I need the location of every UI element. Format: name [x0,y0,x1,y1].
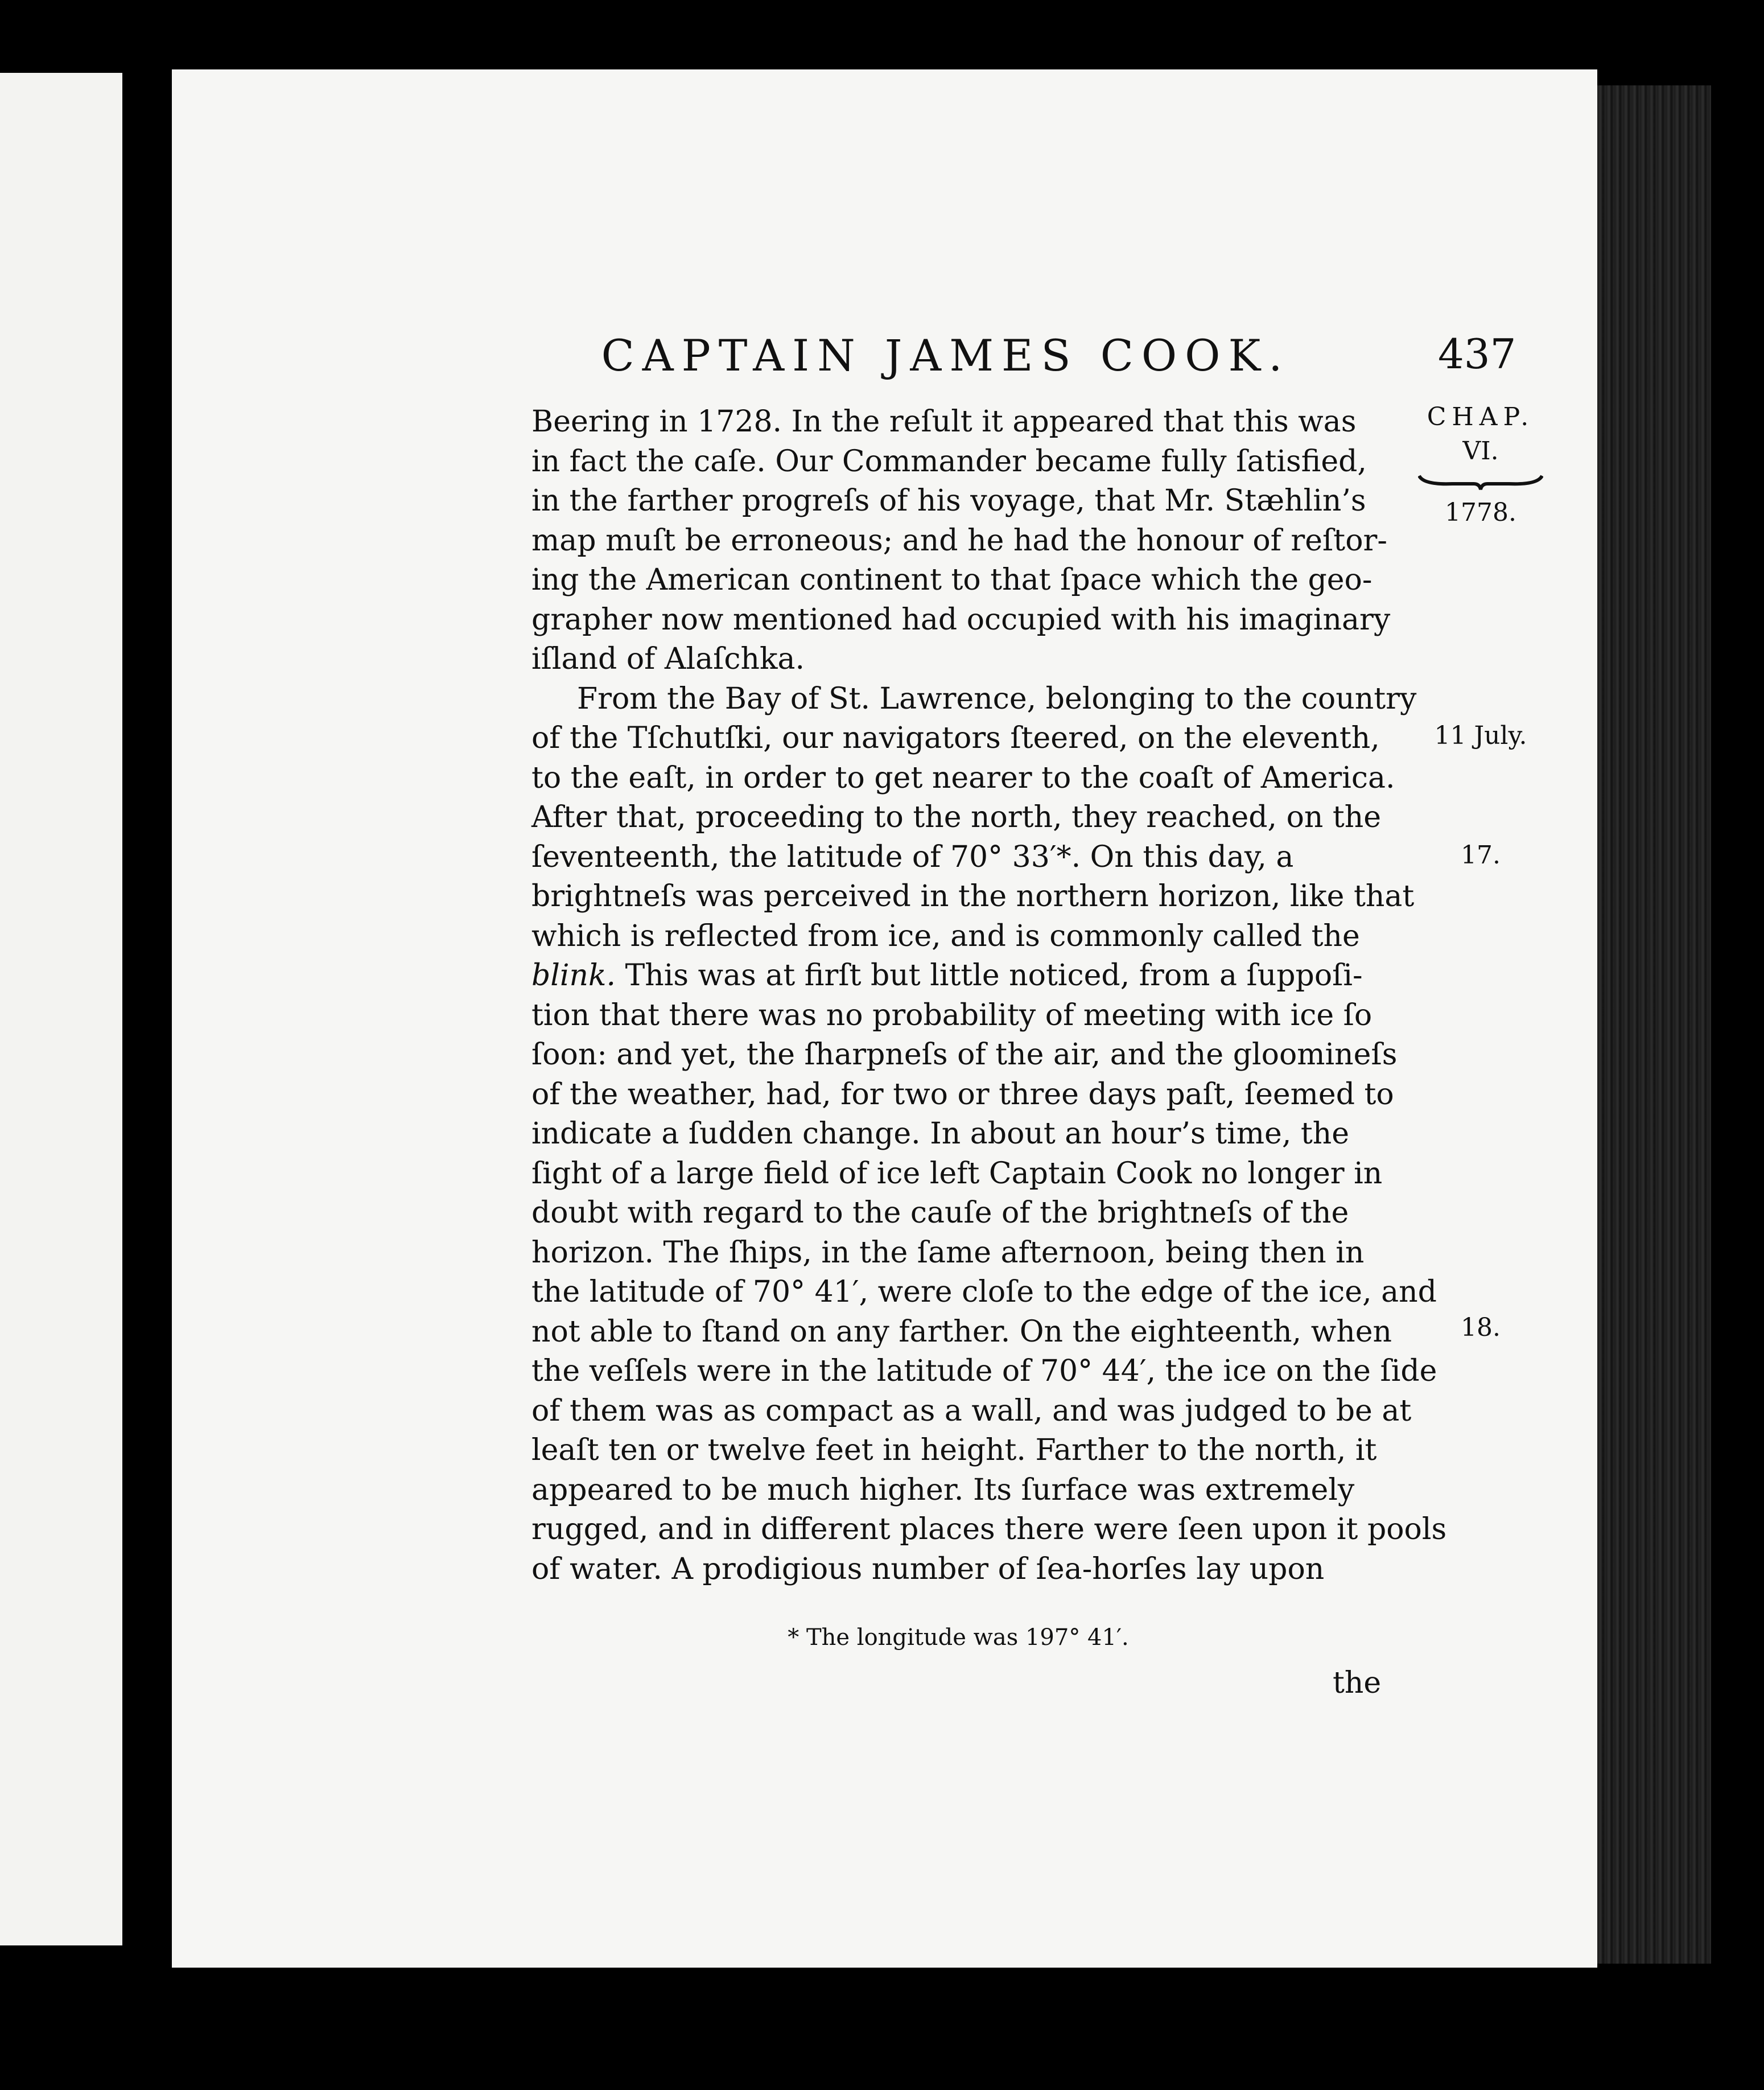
text-line: ſoon: and yet, the ſharpneſs of the air, and the gloomineſs [531,1038,1398,1072]
page-number: 437 [1438,330,1516,378]
text-line: in fact the caſe. Our Commander became fully ſatisfied, [531,444,1367,479]
text-line: of water. A prodigious number of ſea-horſes lay upon [531,1552,1325,1586]
text-line: of the weather, had, for two or three days paſt, ſeemed to [531,1077,1394,1112]
text-line: in the farther progreſs of his voyage, that Mr. Stæhlin’s [531,484,1366,518]
margin-date-11-july: 11 July. [1434,721,1527,750]
text-line: indicate a ſudden change. In about an hour’s time, the [531,1117,1350,1151]
margin-year: 1778. [1445,498,1516,527]
text-line: ſeventeenth, the latitude of 70° 33′*. On this day, a [531,840,1294,874]
page-header [172,330,1597,381]
text-line: After that, proceeding to the north, they reached, on the [531,800,1382,834]
book-page [172,69,1597,1968]
brace-icon [1418,474,1543,491]
catchword: the [1333,1666,1382,1700]
text-line: the veſſels were in the latitude of 70° 44′, the ice on the ſide [531,1354,1437,1388]
book-edge [1597,85,1711,1964]
margin-chap-label: CHAP. [1427,402,1535,431]
text-line: ing the American continent to that ſpace which the geo- [531,563,1373,597]
text-line: horizon. The ſhips, in the ſame afternoon, being then in [531,1235,1365,1270]
text-line: of the Tſchutſki, our navigators ſteered, on the eleventh, [531,721,1380,755]
footnote: * The longitude was 197° 41′. [788,1624,1129,1651]
text-line: map muſt be erroneous; and he had the honour of reſtor- [531,523,1387,558]
text-line: which is reflected from ice, and is commonly called the [531,919,1360,953]
text-line: From the Bay of St. Lawrence, belonging to the country [577,681,1417,716]
facing-page-edge [0,73,122,1945]
text-line-rest: This was at firſt but little noticed, from a ſuppoſi- [616,958,1363,993]
margin-date-17: 17. [1461,841,1501,870]
text-line: rugged, and in different places there were ſeen upon it pools [531,1512,1447,1546]
text-line [531,956,1385,996]
text-line: iſland of Alaſchka. [531,642,805,676]
text-line: ſight of a large field of ice left Captain Cook no longer in [531,1156,1383,1191]
italic-word-blink: blink. [531,958,616,993]
margin-date-18: 18. [1461,1313,1501,1342]
text-line: leaſt ten or twelve feet in height. Farther to the north, it [531,1433,1377,1467]
text-line: Beering in 1728. In the reſult it appeared that this was [531,405,1357,439]
text-line: not able to ſtand on any farther. On the eighteenth, when [531,1314,1392,1349]
body-text [531,402,1447,1589]
text-line: grapher now mentioned had occupied with his imaginary [531,602,1391,637]
running-head: CAPTAIN JAMES COOK. [601,330,1291,381]
margin-chap-number: VI. [1462,437,1499,466]
text-line: doubt with regard to the cauſe of the brightneſs of the [531,1196,1349,1230]
text-line: brightneſs was perceived in the northern horizon, like that [531,879,1415,914]
text-line: appeared to be much higher. Its ſurface was extremely [531,1472,1355,1507]
text-line: the latitude of 70° 41′, were cloſe to the edge of the ice, and [531,1275,1437,1309]
text-line: of them was as compact as a wall, and was judged to be at [531,1393,1412,1428]
text-line: tion that there was no probability of meeting with ice ſo [531,998,1373,1032]
text-line: to the eaſt, in order to get nearer to the coaſt of America. [531,760,1395,795]
